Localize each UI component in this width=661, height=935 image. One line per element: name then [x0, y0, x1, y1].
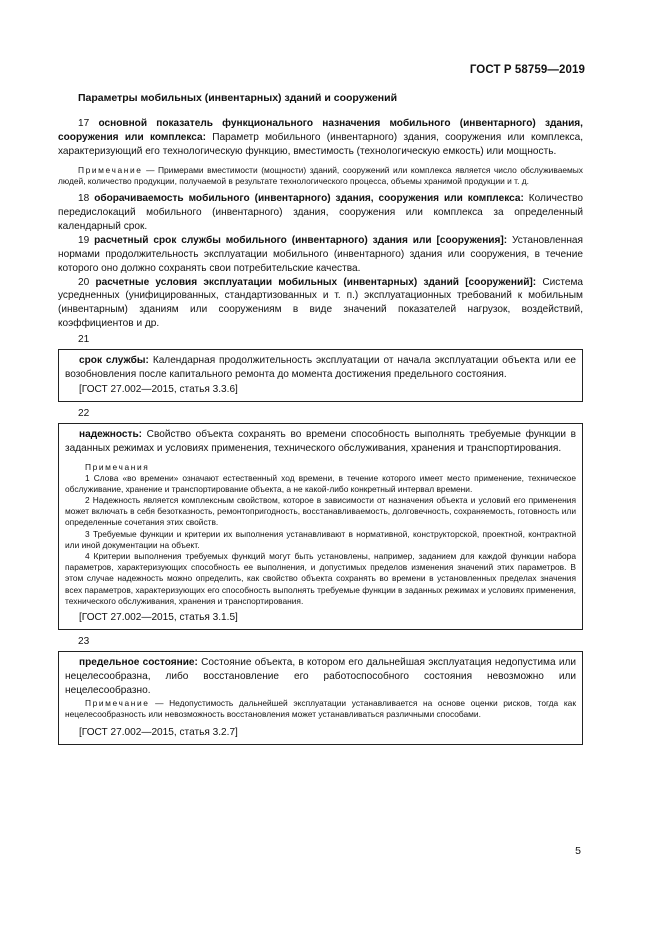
term-23: [65, 656, 576, 698]
term-17: [58, 117, 583, 159]
term-22-note-1: 1 Слова «во времени» означают естественный ход времени, в течение которого имеет место применение, техническое обслуживание, хранение и транспортирование объекта, а не какой-либо конкретный интервал времени.: [65, 472, 576, 494]
term-19-name: расчетный срок службы мобильного (инвентарного) здания или [сооружения]:: [94, 234, 508, 246]
term-17-number: 17: [78, 118, 90, 129]
term-20-definition: Система усредненных (унифицированных, стандартизованных и т. п.) эксплуатационных требований к мобильным (инвентарным) зданиям или сооружениям в виде значений показателей нагрузок, воздействий, коэффициентов и др.: [58, 276, 584, 330]
term-21: [65, 354, 576, 382]
term-21-name: срок службы:: [79, 355, 149, 367]
term-18: [58, 192, 583, 234]
note-label: Примечание: [85, 697, 150, 708]
term-20-name: расчетные условия эксплуатации мобильных (инвентарных) зданий [сооружений]:: [95, 276, 537, 288]
term-20: [58, 276, 583, 332]
term-22-number: 22: [78, 407, 90, 419]
note-label: Примечание: [78, 164, 143, 175]
term-22-name: надежность:: [79, 428, 143, 440]
term-23-note: [65, 698, 576, 720]
term-22-note-3: 3 Требуемые функции и критерии их выполнения устанавливают в нормативной, конструкторской, проектной, контрактной или иной документации на объект.: [65, 528, 576, 550]
term-22-box: [58, 423, 583, 630]
term-17-name: основной показатель функционального назначения мобильного (инвентарного) здания, сооружения или комплекса:: [58, 118, 583, 143]
page-number: 5: [575, 845, 581, 857]
term-17-definition: Параметр мобильного (инвентарного) здания, сооружения или комплекса, характеризующий его технологическую функцию, вместимость (технологическую емкость) или мощность.: [58, 131, 584, 157]
term-19-definition: Установленная нормами продолжительность эксплуатации мобильного (инвентарного) здания или сооружения, в течение которого оно должно сохранять свои потребительские качества.: [58, 234, 584, 274]
term-23-name: предельное состояние:: [79, 656, 198, 668]
term-21-definition: Календарная продолжительность эксплуатации от начала эксплуатации объекта или ее возобновления после капитального ремонта до момента достижения предельного состояния.: [65, 355, 576, 380]
term-20-number: 20: [78, 276, 90, 288]
term-18-definition: Количество передислокаций мобильного (инвентарного) здания, сооружения или комплекса за определенный календарный срок.: [58, 193, 583, 232]
term-22-source: [ГОСТ 27.002—2015, статья 3.1.5]: [79, 611, 238, 623]
term-22-note-2: 2 Надежность является комплексным свойством, которое в зависимости от назначения объекта и условий его применения может включать в себя безотказность, ремонтопригодность, восстанавливаемость, долговечность, сохраняемость, готовность или определенные сочетания этих свойств.: [65, 494, 576, 528]
term-19: [58, 234, 583, 276]
term-17-note: [58, 165, 583, 187]
term-18-number: 18: [78, 193, 90, 205]
term-23-definition: Состояние объекта, в котором его дальнейшая эксплуатация недопустима или нецелесообразна, либо восстановление его работоспособного состояния невозможно или нецелесообразно.: [65, 656, 576, 696]
standard-designation: ГОСТ Р 58759—2019: [469, 64, 585, 76]
term-21-source: [ГОСТ 27.002—2015, статья 3.3.6]: [79, 383, 238, 395]
term-23-source: [ГОСТ 27.002—2015, статья 3.2.7]: [79, 726, 238, 738]
term-19-number: 19: [78, 234, 90, 246]
term-23-number: 23: [78, 635, 90, 647]
term-17-note-text: — Примерами вместимости (мощности) зданий, сооружений или комплекса является число обслуживаемых людей, количество продукции, получаемой в результате технологического процесса, объемы хранимой продукции и т. д.: [58, 164, 583, 186]
page-content: [58, 92, 583, 745]
section-title: Параметры мобильных (инвентарных) зданий и сооружений: [78, 92, 398, 104]
term-22: [65, 428, 576, 456]
term-23-box: [58, 651, 583, 745]
term-18-name: оборачиваемость мобильного (инвентарного) здания, сооружения или комплекса:: [94, 193, 524, 205]
term-23-note-text: — Недопустимость дальнейшей эксплуатации устанавливается на основе оценки рисков, тогда как нецелесообразность или невозможность восстановления может устанавливаться различными способами.: [65, 697, 576, 719]
term-22-note-4: 4 Критерии выполнения требуемых функций могут быть установлены, например, заданием для каждой функции набора параметров, характеризующих способность ее выполнения, и допустимых пределов изменения значений этих параметров. В этом случае надежность можно определить, как свойство объекта сохранять во времени в установленных пределах значения всех параметров, характеризующих его способность выполнять требуемые функции в заданных режимах и условиях применения, технического обслуживания, хранения и транспортирования.: [65, 550, 576, 606]
notes-label: Примечания: [85, 461, 150, 472]
term-21-number: 21: [78, 334, 90, 346]
term-22-definition: Свойство объекта сохранять во времени способность выполнять требуемые функции в заданных режимах и условиях применения, технического обслуживания, хранения и транспортирования.: [65, 428, 576, 454]
term-21-box: [58, 349, 583, 402]
